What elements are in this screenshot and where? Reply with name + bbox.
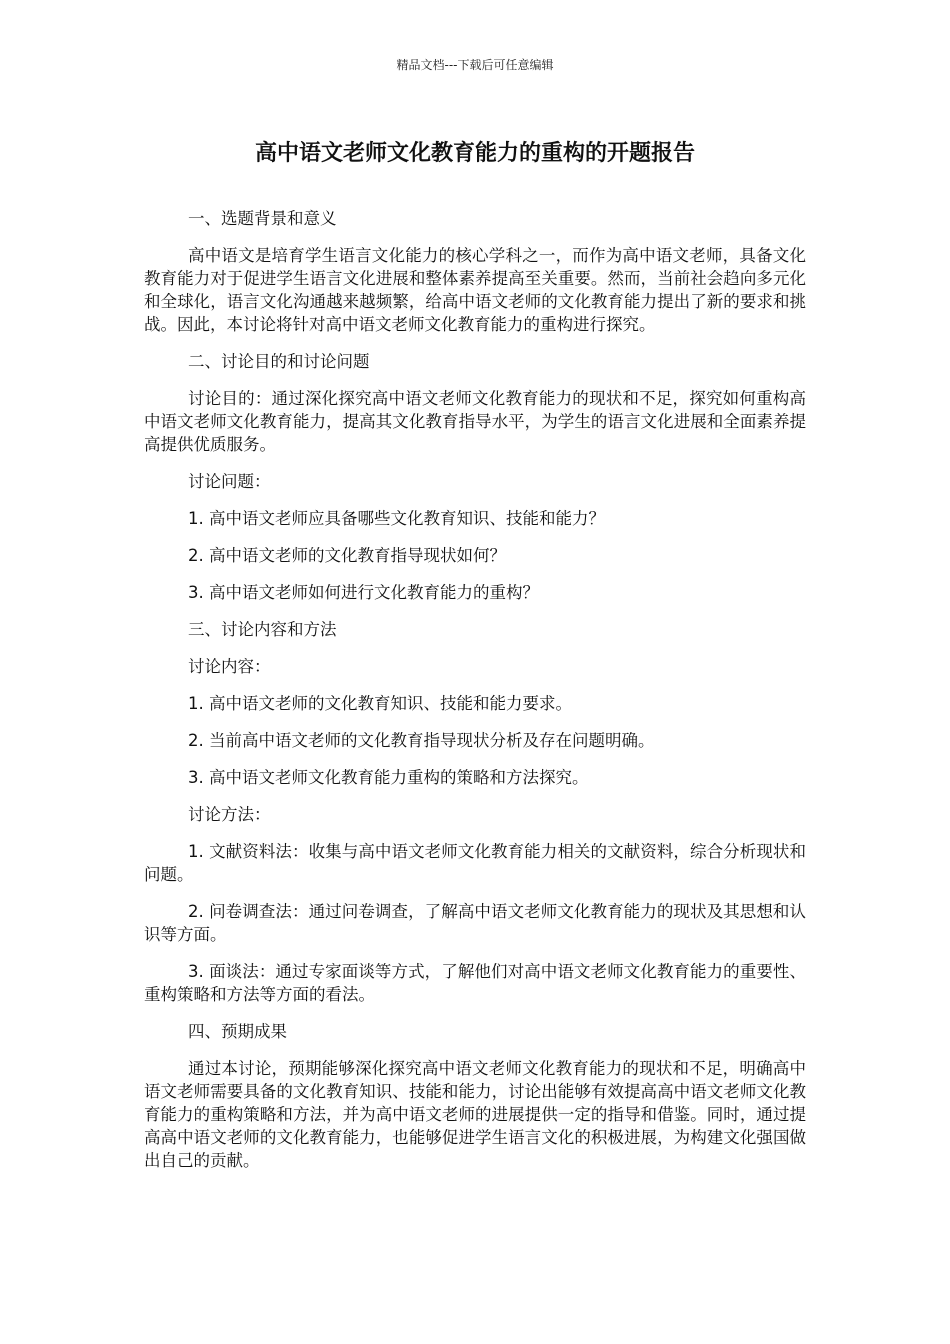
list-item-content-3: 3. 高中语文老师文化教育能力重构的策略和方法探究。: [188, 768, 589, 787]
list-item-question-1: 1. 高中语文老师应具备哪些文化教育知识、技能和能力？: [188, 509, 605, 528]
list-item-content-2: 2. 当前高中语文老师的文化教育指导现状分析及存在问题明确。: [188, 731, 655, 750]
paragraph-background: 高中语文是培育学生语言文化能力的核心学科之一，而作为高中语文老师，具备文化教育能力对于促进学生语言文化进展和整体素养提高至关重要。然而，当前社会趋向多元化和全球化，语言文化沟通越来越频繁，给高中语文老师的文化教育能力提出了新的要求和挑战。因此，本讨论将针对高中语文老师文化教育能力的重构进行探究。: [144, 246, 806, 334]
list-item-method-3: 3. 面谈法：通过专家面谈等方式，了解他们对高中语文老师文化教育能力的重要性、重构策略和方法等方面的看法。: [144, 962, 806, 1004]
list-item-method-1: 1. 文献资料法：收集与高中语文老师文化教育能力相关的文献资料，综合分析现状和问题。: [144, 842, 806, 884]
list-item-method-2: 2. 问卷调查法：通过问卷调查，了解高中语文老师文化教育能力的现状及其思想和认识等方面。: [144, 902, 806, 944]
section-heading-outcomes: 四、预期成果: [188, 1022, 287, 1041]
document-body: [144, 207, 806, 1186]
paragraph-outcomes: 通过本讨论，预期能够深化探究高中语文老师文化教育能力的现状和不足，明确高中语文老师需要具备的文化教育知识、技能和能力，讨论出能够有效提高高中语文老师文化教育能力的重构策略和方法，并为高中语文老师的进展提供一定的指导和借鉴。同时，通过提高高中语文老师的文化教育能力，也能够促进学生语言文化的积极进展，为构建文化强国做出自己的贡献。: [144, 1059, 806, 1170]
subheading-questions: 讨论问题：: [188, 472, 271, 491]
subheading-methods: 讨论方法：: [188, 805, 271, 824]
section-heading-background: 一、选题背景和意义: [188, 209, 337, 228]
list-item-content-1: 1. 高中语文老师的文化教育知识、技能和能力要求。: [188, 694, 572, 713]
document-title: 高中语文老师文化教育能力的重构的开题报告: [254, 141, 695, 166]
section-heading-purpose: 二、讨论目的和讨论问题: [188, 352, 370, 371]
paragraph-purpose: 讨论目的：通过深化探究高中语文老师文化教育能力的现状和不足，探究如何重构高中语文老师文化教育能力，提高其文化教育指导水平，为学生的语言文化进展和全面素养提高提供优质服务。: [144, 389, 806, 454]
header-note: 精品文档---下载后可任意编辑: [396, 58, 554, 72]
list-item-question-2: 2. 高中语文老师的文化教育指导现状如何？: [188, 546, 506, 565]
section-heading-content-methods: 三、讨论内容和方法: [188, 620, 337, 639]
list-item-question-3: 3. 高中语文老师如何进行文化教育能力的重构？: [188, 583, 539, 602]
subheading-content: 讨论内容：: [188, 657, 271, 676]
